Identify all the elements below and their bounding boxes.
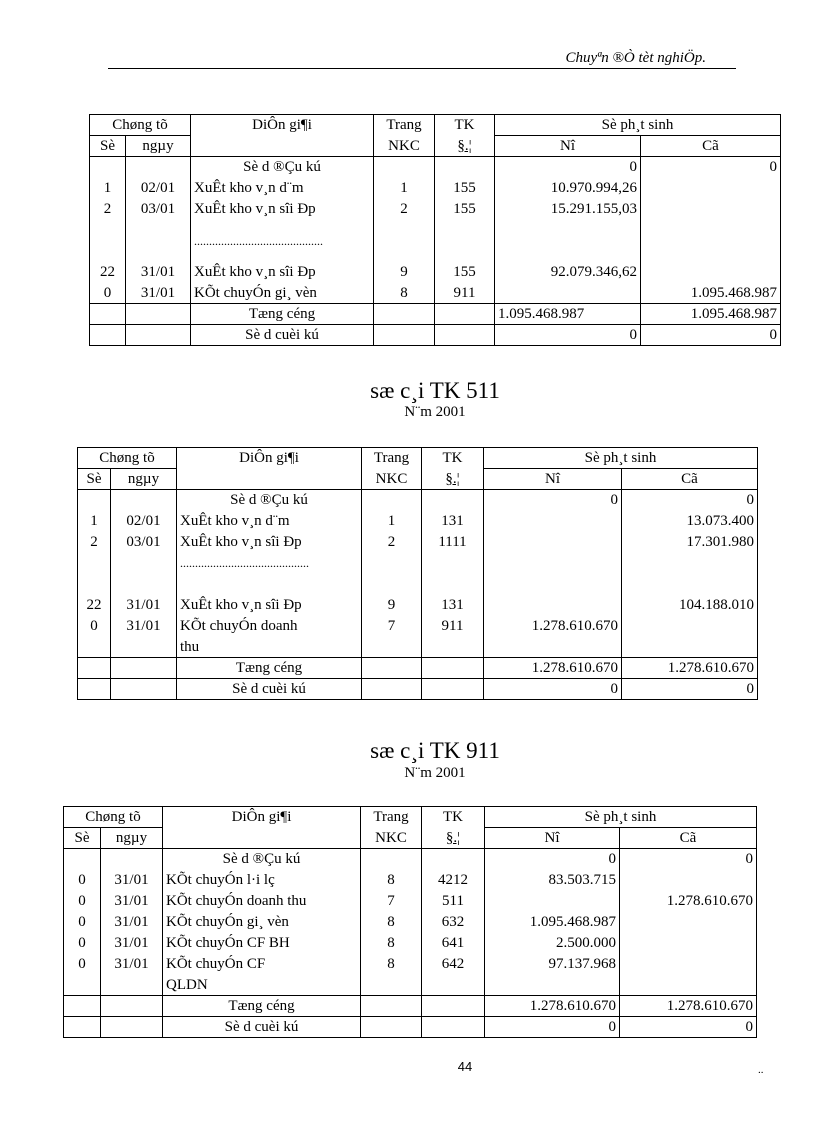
- ledger-table-1: [89, 114, 781, 346]
- table-row: [64, 954, 757, 975]
- table-cell: Trang: [361, 807, 422, 828]
- table-cell: 02/01: [126, 178, 191, 199]
- table-cell: [101, 1017, 163, 1038]
- table-cell: [422, 553, 484, 595]
- footer-mark: ..: [758, 1064, 764, 1076]
- table-cell: 10.970.994,26: [495, 178, 641, 199]
- table-cell: [435, 304, 495, 325]
- table-cell: Sè: [64, 828, 101, 849]
- table-cell: 1: [78, 511, 111, 532]
- table-row: [64, 912, 757, 933]
- table-cell: 31/01: [126, 283, 191, 304]
- table-cell: DiÔn gi¶i: [163, 807, 361, 849]
- table-cell: KÕt chuyÓn doanh thu: [163, 891, 361, 912]
- table-cell: [622, 637, 758, 658]
- table-cell: [495, 220, 641, 262]
- table-cell: 03/01: [111, 532, 177, 553]
- closing-row: [90, 325, 781, 346]
- table-cell: KÕt chuyÓn gi¸ vèn: [191, 283, 374, 304]
- col-credit: Cã: [641, 136, 781, 157]
- table-cell: [362, 637, 422, 658]
- table-cell: Sè ph¸t sinh: [485, 807, 757, 828]
- header-text: Chuyªn ®Ò tèt nghiÖp.: [565, 50, 706, 66]
- table-cell: [641, 178, 781, 199]
- table-cell: 0: [64, 954, 101, 975]
- table-cell: [111, 553, 177, 595]
- table-cell: [484, 637, 622, 658]
- col-account: TK: [435, 115, 495, 136]
- closing-row: [64, 1017, 757, 1038]
- table-cell: [126, 157, 191, 178]
- table-cell: 9: [362, 595, 422, 616]
- table-cell: [484, 511, 622, 532]
- table-row: [78, 616, 758, 637]
- table-cell: 03/01: [126, 199, 191, 220]
- table-cell: 131: [422, 595, 484, 616]
- table-cell: 0: [64, 870, 101, 891]
- table-cell: [435, 325, 495, 346]
- table-cell: ...........................................: [191, 220, 374, 262]
- table-cell: [90, 304, 126, 325]
- table-cell: 1: [374, 178, 435, 199]
- table-cell: 0: [620, 1017, 757, 1038]
- table-cell: DiÔn gi¶i: [177, 448, 362, 490]
- table-cell: 155: [435, 262, 495, 283]
- table-row: [78, 490, 758, 511]
- table-cell: KÕt chuyÓn CF: [163, 954, 361, 975]
- table-cell: 8: [374, 283, 435, 304]
- table-cell: Sè d ®Çu kú: [163, 849, 361, 870]
- table-cell: XuÊt kho v¸n d¨m: [177, 511, 362, 532]
- table-cell: XuÊt kho v¸n sîi Ðp: [191, 199, 374, 220]
- table-cell: Tæng céng: [177, 658, 362, 679]
- table-cell: 8: [361, 933, 422, 954]
- table-cell: [361, 849, 422, 870]
- table-cell: [620, 912, 757, 933]
- table-cell: 0: [495, 325, 641, 346]
- table-cell: 1.278.610.670: [620, 996, 757, 1017]
- col-date: ngµy: [126, 136, 191, 157]
- table-cell: [64, 975, 101, 996]
- table-cell: 2: [78, 532, 111, 553]
- table-cell: [362, 490, 422, 511]
- ledger-title-911: sæ c¸i TK 911: [370, 738, 500, 763]
- table-row: [64, 870, 757, 891]
- table-row: [90, 157, 781, 178]
- table-cell: §.¦: [422, 828, 485, 849]
- table-cell: 0: [485, 1017, 620, 1038]
- table-cell: [620, 933, 757, 954]
- table-cell: TK: [422, 448, 484, 469]
- table-row: [78, 553, 758, 595]
- table-cell: [484, 553, 622, 595]
- table-cell: 31/01: [101, 912, 163, 933]
- table-cell: [435, 220, 495, 262]
- table-cell: 9: [374, 262, 435, 283]
- table-cell: 0: [641, 325, 781, 346]
- table-row: [78, 532, 758, 553]
- table-cell: [64, 1017, 101, 1038]
- table-cell: 0: [622, 490, 758, 511]
- table-cell: Cã: [622, 469, 758, 490]
- table-cell: 155: [435, 178, 495, 199]
- table-cell: 1.095.468.987: [641, 304, 781, 325]
- table-cell: 1111: [422, 532, 484, 553]
- table-cell: 8: [361, 912, 422, 933]
- table-cell: 83.503.715: [485, 870, 620, 891]
- table-row: [64, 975, 757, 996]
- table-cell: [361, 975, 422, 996]
- table-cell: Sè d ®Çu kú: [191, 157, 374, 178]
- table-cell: [622, 616, 758, 637]
- ledger-table-511: [77, 447, 758, 700]
- closing-row: [78, 679, 758, 700]
- table-cell: KÕt chuyÓn CF BH: [163, 933, 361, 954]
- table-cell: 8: [361, 954, 422, 975]
- table-cell: [484, 532, 622, 553]
- table-cell: [126, 220, 191, 262]
- ledger-year-911: N¨m 2001: [404, 765, 466, 781]
- table-cell: [78, 553, 111, 595]
- table-cell: §.¦: [422, 469, 484, 490]
- table-cell: 13.073.400: [622, 511, 758, 532]
- table-cell: 17.301.980: [622, 532, 758, 553]
- table-row: [64, 933, 757, 954]
- table-cell: [78, 637, 111, 658]
- table-cell: [374, 304, 435, 325]
- table-cell: [485, 891, 620, 912]
- table-cell: 0: [641, 157, 781, 178]
- table-row: [78, 637, 758, 658]
- table-cell: [422, 1017, 485, 1038]
- table-cell: 22: [90, 262, 126, 283]
- table-cell: 31/01: [101, 954, 163, 975]
- table-cell: 2: [362, 532, 422, 553]
- table-cell: [374, 220, 435, 262]
- table-cell: [111, 679, 177, 700]
- table-cell: [485, 975, 620, 996]
- table-cell: 31/01: [111, 616, 177, 637]
- col-description: DiÔn gi¶i: [191, 115, 374, 157]
- table-cell: ngµy: [101, 828, 163, 849]
- table-cell: 31/01: [101, 933, 163, 954]
- table-cell: [422, 658, 484, 679]
- col-number: Sè: [90, 136, 126, 157]
- table-cell: 1.278.610.670: [485, 996, 620, 1017]
- table-cell: Sè: [78, 469, 111, 490]
- table-cell: KÕt chuyÓn l·i lç: [163, 870, 361, 891]
- table-cell: [622, 553, 758, 595]
- table-cell: [90, 325, 126, 346]
- table-cell: [422, 637, 484, 658]
- table-cell: 0: [78, 616, 111, 637]
- table-cell: NKC: [362, 469, 422, 490]
- table-cell: [64, 849, 101, 870]
- table-row: [90, 199, 781, 220]
- table-cell: [422, 679, 484, 700]
- table-cell: [362, 658, 422, 679]
- table-cell: NKC: [361, 828, 422, 849]
- table-cell: 22: [78, 595, 111, 616]
- table-cell: [78, 679, 111, 700]
- table-cell: Sè d cuèi kú: [163, 1017, 361, 1038]
- total-row: [64, 996, 757, 1017]
- table-cell: ...........................................: [177, 553, 362, 595]
- table-cell: 0: [620, 849, 757, 870]
- running-header: [108, 50, 736, 69]
- table-cell: 155: [435, 199, 495, 220]
- table-cell: 0: [64, 933, 101, 954]
- table-cell: KÕt chuyÓn doanh: [177, 616, 362, 637]
- table-cell: Tæng céng: [163, 996, 361, 1017]
- table-cell: 1.095.468.987: [495, 304, 641, 325]
- table-cell: 31/01: [101, 891, 163, 912]
- table-cell: [90, 157, 126, 178]
- table-cell: XuÊt kho v¸n sîi Ðp: [177, 595, 362, 616]
- table-cell: [620, 870, 757, 891]
- table-cell: 0: [485, 849, 620, 870]
- table-cell: 2.500.000: [485, 933, 620, 954]
- table-cell: 0: [90, 283, 126, 304]
- table-cell: [362, 679, 422, 700]
- table-cell: [484, 595, 622, 616]
- table-cell: 2: [90, 199, 126, 220]
- ledger-table-911: [63, 806, 757, 1038]
- table-cell: [641, 220, 781, 262]
- col-voucher: Chøng tõ: [90, 115, 191, 136]
- table-cell: 1.095.468.987: [485, 912, 620, 933]
- table-cell: TK: [422, 807, 485, 828]
- table-cell: 02/01: [111, 511, 177, 532]
- table-row: [64, 849, 757, 870]
- table-cell: 97.137.968: [485, 954, 620, 975]
- table-cell: [641, 199, 781, 220]
- table-cell: 4212: [422, 870, 485, 891]
- table-cell: Sè d cuèi kú: [177, 679, 362, 700]
- table-row: [78, 511, 758, 532]
- table-row: [78, 595, 758, 616]
- table-cell: 31/01: [111, 595, 177, 616]
- table-cell: [374, 157, 435, 178]
- table-cell: 1.095.468.987: [641, 283, 781, 304]
- table-cell: [64, 996, 101, 1017]
- table-cell: QLDN: [163, 975, 361, 996]
- col-arising: Sè ph¸t sinh: [495, 115, 781, 136]
- table-row: [64, 891, 757, 912]
- col-contra: §.¦: [435, 136, 495, 157]
- table-cell: [620, 954, 757, 975]
- table-cell: 0: [64, 912, 101, 933]
- table-cell: Sè ph¸t sinh: [484, 448, 758, 469]
- table-cell: Sè d ®Çu kú: [177, 490, 362, 511]
- table-cell: 632: [422, 912, 485, 933]
- table-cell: 2: [374, 199, 435, 220]
- table-cell: 1.278.610.670: [484, 616, 622, 637]
- table-cell: 0: [622, 679, 758, 700]
- table-cell: Nî: [484, 469, 622, 490]
- table-row: [90, 178, 781, 199]
- table-cell: 92.079.346,62: [495, 262, 641, 283]
- table-cell: ngµy: [111, 469, 177, 490]
- table-row: [90, 283, 781, 304]
- col-debit: Nî: [495, 136, 641, 157]
- table-cell: [111, 637, 177, 658]
- table-cell: 1.278.610.670: [622, 658, 758, 679]
- table-cell: Tæng céng: [191, 304, 374, 325]
- table-cell: [641, 262, 781, 283]
- table-cell: [361, 996, 422, 1017]
- table-cell: [111, 490, 177, 511]
- page-number: 44: [457, 1059, 473, 1074]
- table-cell: [361, 1017, 422, 1038]
- table-cell: XuÊt kho v¸n d¨m: [191, 178, 374, 199]
- table-cell: 7: [362, 616, 422, 637]
- ledger-year-511: N¨m 2001: [404, 404, 466, 420]
- ledger-title-511: sæ c¸i TK 511: [370, 378, 500, 403]
- table-cell: [374, 325, 435, 346]
- table-cell: 1.278.610.670: [484, 658, 622, 679]
- table-cell: [422, 490, 484, 511]
- table-cell: Trang: [362, 448, 422, 469]
- table-cell: [101, 849, 163, 870]
- table-cell: [101, 996, 163, 1017]
- table-cell: Chøng tõ: [78, 448, 177, 469]
- table-cell: 0: [484, 679, 622, 700]
- table-cell: 31/01: [101, 870, 163, 891]
- table-cell: 15.291.155,03: [495, 199, 641, 220]
- table-row: [90, 262, 781, 283]
- col-nkc: NKC: [374, 136, 435, 157]
- table-cell: 1.278.610.670: [620, 891, 757, 912]
- table-cell: [422, 975, 485, 996]
- table-cell: 7: [361, 891, 422, 912]
- table-cell: Chøng tõ: [64, 807, 163, 828]
- table-cell: [111, 658, 177, 679]
- table-cell: [495, 283, 641, 304]
- table-cell: [101, 975, 163, 996]
- table-cell: 0: [64, 891, 101, 912]
- total-row: [90, 304, 781, 325]
- table-cell: KÕt chuyÓn gi¸ vèn: [163, 912, 361, 933]
- table-cell: 641: [422, 933, 485, 954]
- table-cell: 1: [362, 511, 422, 532]
- table-cell: 642: [422, 954, 485, 975]
- table-cell: 31/01: [126, 262, 191, 283]
- table-cell: [422, 849, 485, 870]
- table-cell: XuÊt kho v¸n sîi Ðp: [191, 262, 374, 283]
- table-cell: 911: [422, 616, 484, 637]
- table-cell: 0: [495, 157, 641, 178]
- table-cell: 911: [435, 283, 495, 304]
- table-cell: [78, 658, 111, 679]
- table-cell: [126, 325, 191, 346]
- table-row: [90, 220, 781, 262]
- table-cell: 511: [422, 891, 485, 912]
- table-cell: [78, 490, 111, 511]
- table-cell: [362, 553, 422, 595]
- table-cell: Nî: [485, 828, 620, 849]
- table-cell: 131: [422, 511, 484, 532]
- table-cell: Cã: [620, 828, 757, 849]
- total-row: [78, 658, 758, 679]
- table-cell: Sè d cuèi kú: [191, 325, 374, 346]
- table-cell: [422, 996, 485, 1017]
- table-cell: thu: [177, 637, 362, 658]
- table-cell: 0: [484, 490, 622, 511]
- table-cell: [435, 157, 495, 178]
- table-cell: [620, 975, 757, 996]
- table-cell: [90, 220, 126, 262]
- table-cell: [126, 304, 191, 325]
- table-cell: XuÊt kho v¸n sîi Ðp: [177, 532, 362, 553]
- col-page: Trang: [374, 115, 435, 136]
- table-cell: 1: [90, 178, 126, 199]
- table-cell: 8: [361, 870, 422, 891]
- table-cell: 104.188.010: [622, 595, 758, 616]
